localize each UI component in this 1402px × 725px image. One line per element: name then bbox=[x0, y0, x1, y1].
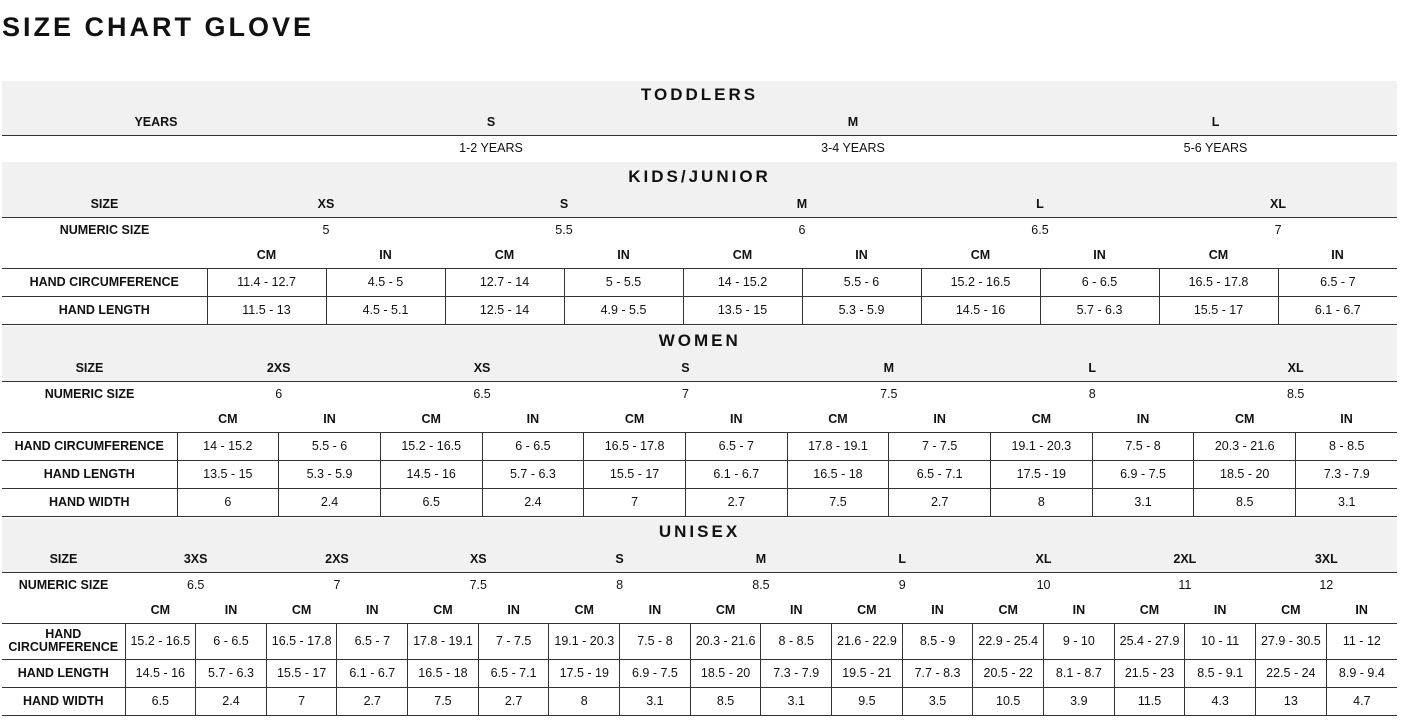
size-cell: S bbox=[584, 355, 787, 381]
value-cell: 21.6 - 22.9 bbox=[832, 623, 903, 659]
value-cell: 8.9 - 9.4 bbox=[1326, 659, 1397, 687]
numeric-cell: 6.5 bbox=[1031, 222, 1049, 237]
value-cell: 3.1 bbox=[1092, 488, 1194, 516]
value-cell: 2.4 bbox=[196, 687, 267, 715]
value-cell: 6.9 - 7.5 bbox=[620, 659, 691, 687]
value-cell: 8.5 - 9.1 bbox=[1185, 659, 1256, 687]
unit-cell: CM bbox=[690, 597, 761, 623]
value-cell: 4.9 - 5.5 bbox=[564, 296, 683, 324]
numeric-cell: 7.5 bbox=[469, 577, 487, 592]
table-row bbox=[2, 659, 1397, 687]
unit-cell: CM bbox=[683, 242, 802, 268]
women-heading: WOMEN bbox=[2, 326, 1397, 355]
unit-cell: IN bbox=[1278, 242, 1397, 268]
unisex-units-row bbox=[2, 597, 1397, 623]
size-cell: XS bbox=[380, 355, 583, 381]
value-cell: 27.9 - 30.5 bbox=[1256, 623, 1327, 659]
numeric-size-label: NUMERIC SIZE bbox=[18, 577, 109, 592]
numeric-cell: 5.5 bbox=[555, 222, 573, 237]
kids-units-row bbox=[2, 242, 1397, 268]
empty-cell bbox=[2, 135, 310, 161]
toddlers-heading: TODDLERS bbox=[2, 81, 1397, 109]
size-cell: XS bbox=[408, 546, 549, 572]
value-cell: 7.7 - 8.3 bbox=[902, 659, 973, 687]
value-cell: 6 - 6.5 bbox=[196, 623, 267, 659]
row-label: HAND CIRCUMFERENCE bbox=[2, 623, 125, 659]
numeric-size-label: NUMERIC SIZE bbox=[59, 222, 150, 237]
value-cell: 17.8 - 19.1 bbox=[787, 432, 889, 460]
row-label: HAND CIRCUMFERENCE bbox=[2, 432, 177, 460]
value-cell: 7 - 7.5 bbox=[889, 432, 991, 460]
empty-cell bbox=[2, 242, 207, 268]
value-cell: 22.5 - 24 bbox=[1256, 659, 1327, 687]
value-cell: 7 - 7.5 bbox=[478, 623, 549, 659]
numeric-cell: 5 bbox=[322, 222, 330, 237]
value-cell: 5.7 - 6.3 bbox=[482, 460, 584, 488]
value-cell: 8.1 - 8.7 bbox=[1044, 659, 1115, 687]
unit-cell: CM bbox=[1159, 242, 1278, 268]
unit-cell: IN bbox=[279, 406, 381, 432]
years-cell: 3-4 YEARS bbox=[821, 141, 885, 156]
section-header-row bbox=[2, 326, 1397, 355]
value-cell: 12.7 - 14 bbox=[445, 268, 564, 296]
value-cell: 11.4 - 12.7 bbox=[207, 268, 326, 296]
value-cell: 14.5 - 16 bbox=[380, 460, 482, 488]
numeric-cell: 7 bbox=[333, 577, 341, 592]
value-cell: 8 - 8.5 bbox=[761, 623, 832, 659]
numeric-cell: 7.5 bbox=[880, 386, 898, 401]
table-row bbox=[2, 623, 1397, 659]
value-cell: 6.1 - 6.7 bbox=[1278, 296, 1397, 324]
value-cell: 7.3 - 7.9 bbox=[761, 659, 832, 687]
numeric-cell: 11 bbox=[1178, 577, 1192, 592]
section-header-row bbox=[2, 162, 1397, 191]
unit-cell: CM bbox=[380, 406, 482, 432]
row-label: HAND CIRCUMFERENCE bbox=[2, 268, 207, 296]
value-cell: 2.7 bbox=[889, 488, 991, 516]
value-cell: 3.9 bbox=[1044, 687, 1115, 715]
value-cell: 10.5 bbox=[973, 687, 1044, 715]
value-cell: 3.1 bbox=[1296, 488, 1398, 516]
value-cell: 6.5 - 7.1 bbox=[889, 460, 991, 488]
value-cell: 4.5 - 5 bbox=[326, 268, 445, 296]
value-cell: 4.5 - 5.1 bbox=[326, 296, 445, 324]
value-cell: 13 bbox=[1256, 687, 1327, 715]
value-cell: 14.5 - 16 bbox=[125, 659, 196, 687]
size-cell: 3XS bbox=[125, 546, 266, 572]
value-cell: 14 - 15.2 bbox=[177, 432, 279, 460]
value-cell: 17.8 - 19.1 bbox=[408, 623, 479, 659]
table-row bbox=[2, 432, 1397, 460]
unit-cell: CM bbox=[584, 406, 686, 432]
value-cell: 5.3 - 5.9 bbox=[802, 296, 921, 324]
unisex-size-row bbox=[2, 546, 1397, 572]
unit-cell: IN bbox=[685, 406, 787, 432]
table-row bbox=[2, 460, 1397, 488]
value-cell: 6.5 bbox=[380, 488, 482, 516]
years-cell: 1-2 YEARS bbox=[459, 141, 523, 156]
value-cell: 13.5 - 15 bbox=[683, 296, 802, 324]
value-cell: 4.7 bbox=[1326, 687, 1397, 715]
value-cell: 22.9 - 25.4 bbox=[973, 623, 1044, 659]
value-cell: 20.3 - 21.6 bbox=[1194, 432, 1296, 460]
numeric-cell: 6 bbox=[798, 222, 806, 237]
size-cell: XL bbox=[973, 546, 1114, 572]
unit-cell: IN bbox=[326, 242, 445, 268]
value-cell: 15.2 - 16.5 bbox=[921, 268, 1040, 296]
years-label: YEARS bbox=[2, 109, 310, 135]
value-cell: 16.5 - 18 bbox=[787, 460, 889, 488]
value-cell: 5.7 - 6.3 bbox=[1040, 296, 1159, 324]
unit-cell: CM bbox=[1114, 597, 1185, 623]
unit-cell: IN bbox=[1040, 242, 1159, 268]
numeric-size-label: NUMERIC SIZE bbox=[44, 386, 135, 401]
value-cell: 25.4 - 27.9 bbox=[1114, 623, 1185, 659]
unit-cell: IN bbox=[1092, 406, 1194, 432]
row-label: HAND WIDTH bbox=[2, 488, 177, 516]
value-cell: 8.5 - 9 bbox=[902, 623, 973, 659]
unit-cell: CM bbox=[408, 597, 479, 623]
numeric-cell: 8 bbox=[616, 577, 624, 592]
size-cell: M bbox=[672, 109, 1034, 135]
size-label: SIZE bbox=[2, 355, 177, 381]
unit-cell: CM bbox=[1256, 597, 1327, 623]
value-cell: 15.5 - 17 bbox=[1159, 296, 1278, 324]
empty-cell bbox=[2, 597, 125, 623]
unit-cell: CM bbox=[921, 242, 1040, 268]
women-numeric-row bbox=[2, 381, 1397, 406]
unit-cell: CM bbox=[991, 406, 1093, 432]
value-cell: 20.5 - 22 bbox=[973, 659, 1044, 687]
unit-cell: IN bbox=[1296, 406, 1398, 432]
unisex-heading: UNISEX bbox=[2, 518, 1397, 546]
women-units-row bbox=[2, 406, 1397, 432]
value-cell: 6.5 - 7.1 bbox=[478, 659, 549, 687]
value-cell: 13.5 - 15 bbox=[177, 460, 279, 488]
toddlers-table bbox=[2, 81, 1397, 161]
kids-numeric-row bbox=[2, 217, 1397, 242]
value-cell: 2.7 bbox=[685, 488, 787, 516]
value-cell: 6 - 6.5 bbox=[482, 432, 584, 460]
numeric-cell: 6 bbox=[275, 386, 283, 401]
unit-cell: CM bbox=[445, 242, 564, 268]
table-row bbox=[2, 296, 1397, 324]
empty-cell bbox=[2, 406, 177, 432]
size-cell: M bbox=[690, 546, 831, 572]
numeric-cell: 10 bbox=[1036, 577, 1051, 592]
row-label: HAND LENGTH bbox=[2, 460, 177, 488]
value-cell: 16.5 - 18 bbox=[408, 659, 479, 687]
value-cell: 11.5 bbox=[1114, 687, 1185, 715]
value-cell: 15.5 - 17 bbox=[584, 460, 686, 488]
value-cell: 6.9 - 7.5 bbox=[1092, 460, 1194, 488]
value-cell: 2.4 bbox=[482, 488, 584, 516]
women-size-row bbox=[2, 355, 1397, 381]
value-cell: 8 - 8.5 bbox=[1296, 432, 1398, 460]
unit-cell: IN bbox=[889, 406, 991, 432]
value-cell: 19.1 - 20.3 bbox=[549, 623, 620, 659]
row-label: HAND WIDTH bbox=[2, 687, 125, 715]
value-cell: 8.5 bbox=[690, 687, 761, 715]
value-cell: 2.7 bbox=[337, 687, 408, 715]
value-cell: 15.2 - 16.5 bbox=[380, 432, 482, 460]
page-title: SIZE CHART GLOVE bbox=[2, 12, 315, 42]
unit-cell: CM bbox=[266, 597, 337, 623]
unit-cell: IN bbox=[802, 242, 921, 268]
value-cell: 3.1 bbox=[620, 687, 691, 715]
value-cell: 7.5 - 8 bbox=[620, 623, 691, 659]
value-cell: 16.5 - 17.8 bbox=[584, 432, 686, 460]
value-cell: 18.5 - 20 bbox=[690, 659, 761, 687]
size-cell: S bbox=[549, 546, 690, 572]
unisex-table bbox=[2, 518, 1397, 716]
table-row bbox=[2, 268, 1397, 296]
unit-cell: IN bbox=[1044, 597, 1115, 623]
value-cell: 6.1 - 6.7 bbox=[337, 659, 408, 687]
kids-heading: KIDS/JUNIOR bbox=[2, 162, 1397, 191]
size-cell: 2XS bbox=[266, 546, 407, 572]
unit-cell: CM bbox=[177, 406, 279, 432]
unit-cell: IN bbox=[1326, 597, 1397, 623]
value-cell: 6.5 - 7 bbox=[337, 623, 408, 659]
size-cell: L bbox=[1034, 109, 1397, 135]
numeric-cell: 12 bbox=[1319, 577, 1334, 592]
value-cell: 10 - 11 bbox=[1185, 623, 1256, 659]
section-header-row bbox=[2, 81, 1397, 109]
size-cell: 2XL bbox=[1114, 546, 1255, 572]
size-label: SIZE bbox=[2, 546, 125, 572]
size-label: SIZE bbox=[2, 191, 207, 217]
numeric-cell: 9 bbox=[898, 577, 906, 592]
value-cell: 9 - 10 bbox=[1044, 623, 1115, 659]
size-cell: 2XS bbox=[177, 355, 380, 381]
value-cell: 6 bbox=[177, 488, 279, 516]
toddlers-years-row bbox=[2, 135, 1397, 161]
unit-cell: IN bbox=[337, 597, 408, 623]
numeric-cell: 7 bbox=[1274, 222, 1282, 237]
unit-cell: CM bbox=[549, 597, 620, 623]
value-cell: 17.5 - 19 bbox=[991, 460, 1093, 488]
value-cell: 2.7 bbox=[478, 687, 549, 715]
numeric-cell: 8.5 bbox=[752, 577, 770, 592]
unit-cell: CM bbox=[207, 242, 326, 268]
value-cell: 21.5 - 23 bbox=[1114, 659, 1185, 687]
size-cell: 3XL bbox=[1256, 546, 1398, 572]
size-cell: XL bbox=[1194, 355, 1398, 381]
numeric-cell: 6.5 bbox=[473, 386, 491, 401]
unit-cell: IN bbox=[478, 597, 549, 623]
size-cell: XS bbox=[207, 191, 445, 217]
size-cell: S bbox=[445, 191, 683, 217]
kids-table bbox=[2, 162, 1397, 325]
value-cell: 12.5 - 14 bbox=[445, 296, 564, 324]
value-cell: 16.5 - 17.8 bbox=[266, 623, 337, 659]
size-cell: L bbox=[991, 355, 1194, 381]
value-cell: 11 - 12 bbox=[1326, 623, 1397, 659]
table-row bbox=[2, 488, 1397, 516]
numeric-cell: 8.5 bbox=[1286, 386, 1305, 401]
value-cell: 15.5 - 17 bbox=[266, 659, 337, 687]
value-cell: 5.5 - 6 bbox=[802, 268, 921, 296]
value-cell: 6.1 - 6.7 bbox=[685, 460, 787, 488]
years-cell: 5-6 YEARS bbox=[1183, 141, 1248, 156]
unit-cell: CM bbox=[125, 597, 196, 623]
value-cell: 5.7 - 6.3 bbox=[196, 659, 267, 687]
unit-cell: IN bbox=[1185, 597, 1256, 623]
kids-size-row bbox=[2, 191, 1397, 217]
size-cell: L bbox=[921, 191, 1159, 217]
numeric-cell: 6.5 bbox=[186, 577, 205, 592]
value-cell: 7.5 bbox=[787, 488, 889, 516]
unit-cell: CM bbox=[832, 597, 903, 623]
toddlers-size-row bbox=[2, 109, 1397, 135]
numeric-cell: 7 bbox=[681, 386, 689, 401]
value-cell: 6 - 6.5 bbox=[1040, 268, 1159, 296]
size-cell: S bbox=[310, 109, 672, 135]
size-cell: XL bbox=[1159, 191, 1397, 217]
value-cell: 15.2 - 16.5 bbox=[125, 623, 196, 659]
size-cell: L bbox=[832, 546, 973, 572]
unit-cell: IN bbox=[761, 597, 832, 623]
unit-cell: CM bbox=[787, 406, 889, 432]
value-cell: 19.1 - 20.3 bbox=[991, 432, 1093, 460]
size-cell: M bbox=[683, 191, 921, 217]
unit-cell: CM bbox=[1194, 406, 1296, 432]
unit-cell: IN bbox=[902, 597, 973, 623]
value-cell: 6.5 - 7 bbox=[685, 432, 787, 460]
numeric-cell: 8 bbox=[1088, 386, 1096, 401]
value-cell: 8 bbox=[991, 488, 1093, 516]
value-cell: 6.5 bbox=[125, 687, 196, 715]
value-cell: 14.5 - 16 bbox=[921, 296, 1040, 324]
value-cell: 6.5 - 7 bbox=[1278, 268, 1397, 296]
value-cell: 4.3 bbox=[1185, 687, 1256, 715]
value-cell: 8 bbox=[549, 687, 620, 715]
row-label: HAND LENGTH bbox=[2, 659, 125, 687]
value-cell: 7.5 - 8 bbox=[1092, 432, 1194, 460]
value-cell: 19.5 - 21 bbox=[832, 659, 903, 687]
value-cell: 5.5 - 6 bbox=[279, 432, 381, 460]
unit-cell: IN bbox=[620, 597, 691, 623]
value-cell: 18.5 - 20 bbox=[1194, 460, 1296, 488]
value-cell: 5 - 5.5 bbox=[564, 268, 683, 296]
value-cell: 7 bbox=[584, 488, 686, 516]
row-label: HAND LENGTH bbox=[2, 296, 207, 324]
value-cell: 16.5 - 17.8 bbox=[1159, 268, 1278, 296]
unit-cell: IN bbox=[196, 597, 267, 623]
value-cell: 7 bbox=[266, 687, 337, 715]
size-cell: M bbox=[787, 355, 990, 381]
value-cell: 14 - 15.2 bbox=[683, 268, 802, 296]
value-cell: 17.5 - 19 bbox=[549, 659, 620, 687]
women-table bbox=[2, 326, 1397, 517]
value-cell: 3.1 bbox=[761, 687, 832, 715]
value-cell: 5.3 - 5.9 bbox=[279, 460, 381, 488]
unisex-numeric-row bbox=[2, 572, 1397, 597]
value-cell: 8.5 bbox=[1194, 488, 1296, 516]
value-cell: 11.5 - 13 bbox=[207, 296, 326, 324]
unit-cell: IN bbox=[482, 406, 584, 432]
value-cell: 7.5 bbox=[408, 687, 479, 715]
section-header-row bbox=[2, 518, 1397, 546]
value-cell: 2.4 bbox=[279, 488, 381, 516]
table-row bbox=[2, 687, 1397, 715]
value-cell: 7.3 - 7.9 bbox=[1296, 460, 1398, 488]
unit-cell: IN bbox=[564, 242, 683, 268]
unit-cell: CM bbox=[973, 597, 1044, 623]
value-cell: 20.3 - 21.6 bbox=[690, 623, 761, 659]
value-cell: 3.5 bbox=[902, 687, 973, 715]
value-cell: 9.5 bbox=[832, 687, 903, 715]
